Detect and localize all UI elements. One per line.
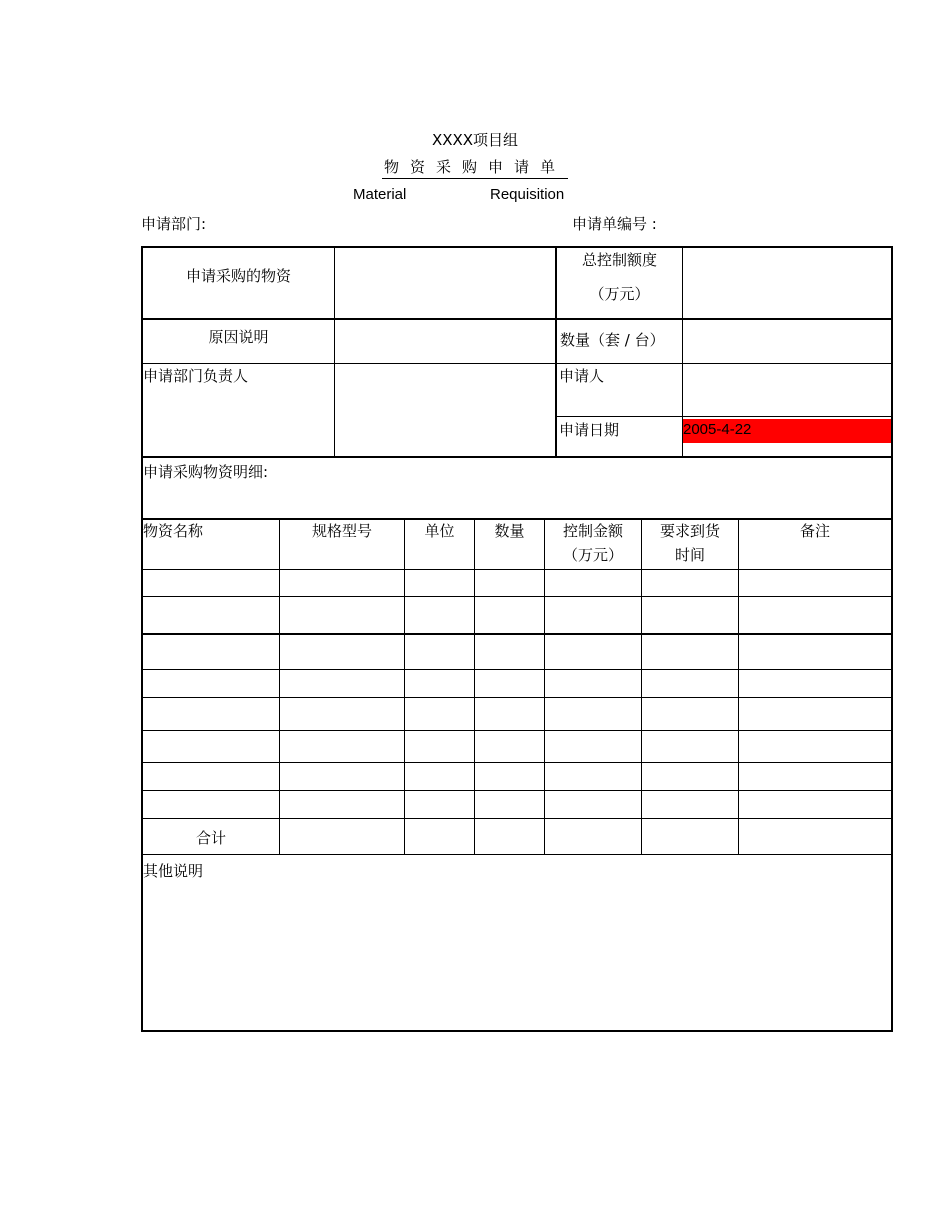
budget-label-line1: 总控制额度 (581, 251, 657, 269)
english-title-right: Requisition (490, 186, 565, 203)
col-material-name: 物资名称 (143, 522, 204, 540)
budget-label-line2: （万元） (589, 285, 650, 303)
applicant-label: 申请人 (559, 367, 605, 385)
other-remarks-label: 其他说明 (143, 862, 204, 880)
col-control-amount: 控制金额 （万元） (562, 522, 623, 564)
project-group-title: XXXX项目组 (431, 131, 519, 149)
col-unit: 单位 (424, 522, 455, 540)
col-quantity: 数量 (494, 522, 525, 540)
dept-head-label: 申请部门负责人 (143, 367, 249, 385)
total-label: 合计 (195, 829, 226, 847)
col-remarks: 备注 (799, 522, 830, 540)
form-title (0, 156, 950, 177)
material-label: 申请采购的物资 (185, 267, 291, 285)
detail-label: 申请采购物资明细: (143, 463, 269, 481)
reason-label: 原因说明 (208, 328, 269, 346)
quantity-label: 数量（套 / 台） (560, 331, 665, 349)
col-delivery-time: 要求到货 时间 (659, 522, 720, 564)
date-label: 申请日期 (559, 421, 620, 439)
dept-label: 申请部门: (141, 215, 207, 233)
date-value: 2005-4-22 (683, 421, 752, 438)
form-title-text: 物资采购申请单 (382, 158, 568, 179)
col-spec-model: 规格型号 (311, 522, 372, 540)
english-title-left: Material (353, 186, 407, 203)
form-number-label: 申请单编号 : (572, 215, 657, 233)
